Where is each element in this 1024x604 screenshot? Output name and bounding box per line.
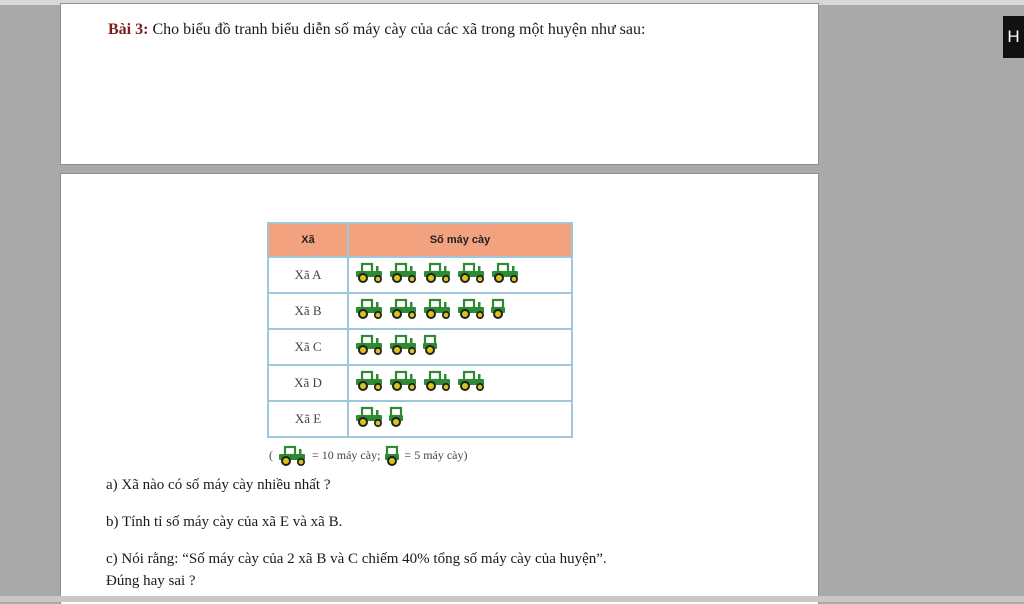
tractor-full-icon — [421, 370, 454, 396]
commune-name: Xã C — [268, 329, 348, 365]
tractor-icons — [348, 329, 572, 365]
document-page-2 — [61, 174, 818, 604]
legend-half-text: = 5 máy cày) — [404, 447, 468, 462]
tractor-half-icon — [387, 406, 405, 432]
tractor-icons — [348, 401, 572, 437]
tractor-full-icon — [421, 262, 454, 288]
window-bottom-strip — [0, 596, 1024, 602]
tractor-full-icon — [387, 298, 420, 324]
tractor-full-icon — [455, 298, 488, 324]
table-row — [268, 257, 572, 293]
tractor-full-icon — [455, 370, 488, 396]
problem-title — [108, 21, 645, 39]
question-b: b) Tính tỉ số máy cày của xã E và xã B. — [106, 514, 343, 530]
table-row — [268, 329, 572, 365]
document-page-1 — [61, 4, 818, 164]
legend-open-paren: ( — [269, 447, 273, 462]
tractor-full-icon — [353, 370, 386, 396]
legend-full-tractor-icon — [276, 448, 309, 462]
tractor-full-icon — [353, 334, 386, 360]
commune-name: Xã D — [268, 365, 348, 401]
table-row — [268, 293, 572, 329]
table-header-row — [268, 223, 572, 257]
tractor-half-icon — [489, 298, 507, 324]
tractor-full-icon — [387, 334, 420, 360]
table-row — [268, 401, 572, 437]
tractor-full-icon — [353, 262, 386, 288]
question-c-continued: Đúng hay sai ? — [106, 573, 196, 589]
legend-half-tractor-icon — [383, 448, 401, 462]
header-commune: Xã — [268, 223, 348, 257]
tractor-icons — [348, 365, 572, 401]
tractor-full-icon — [387, 370, 420, 396]
pictograph-table — [267, 222, 573, 438]
tractor-full-icon — [421, 298, 454, 324]
tractor-full-icon — [455, 262, 488, 288]
tractor-full-icon — [353, 298, 386, 324]
question-a: a) Xã nào có số máy cày nhiều nhất ? — [106, 477, 331, 493]
tractor-icons — [348, 257, 572, 293]
question-c: c) Nói rằng: “Số máy cày của 2 xã B và C chiếm 40% tổng số máy cày của huyện”. — [106, 551, 607, 567]
commune-name: Xã E — [268, 401, 348, 437]
legend-full-text: = 10 máy cày; — [312, 447, 381, 462]
header-tractor-count: Số máy cày — [348, 223, 572, 257]
side-tab[interactable]: H — [1003, 16, 1024, 58]
commune-name: Xã B — [268, 293, 348, 329]
legend — [269, 445, 468, 467]
tractor-full-icon — [489, 262, 522, 288]
tractor-full-icon — [353, 406, 386, 432]
tractor-icons — [348, 293, 572, 329]
tractor-half-icon — [421, 334, 439, 360]
problem-text: Cho biểu đồ tranh biểu diễn số máy cày của các xã trong một huyện như sau: — [152, 21, 646, 38]
commune-name: Xã A — [268, 257, 348, 293]
table-row — [268, 365, 572, 401]
tractor-full-icon — [387, 262, 420, 288]
problem-label: Bài 3: — [108, 21, 149, 38]
